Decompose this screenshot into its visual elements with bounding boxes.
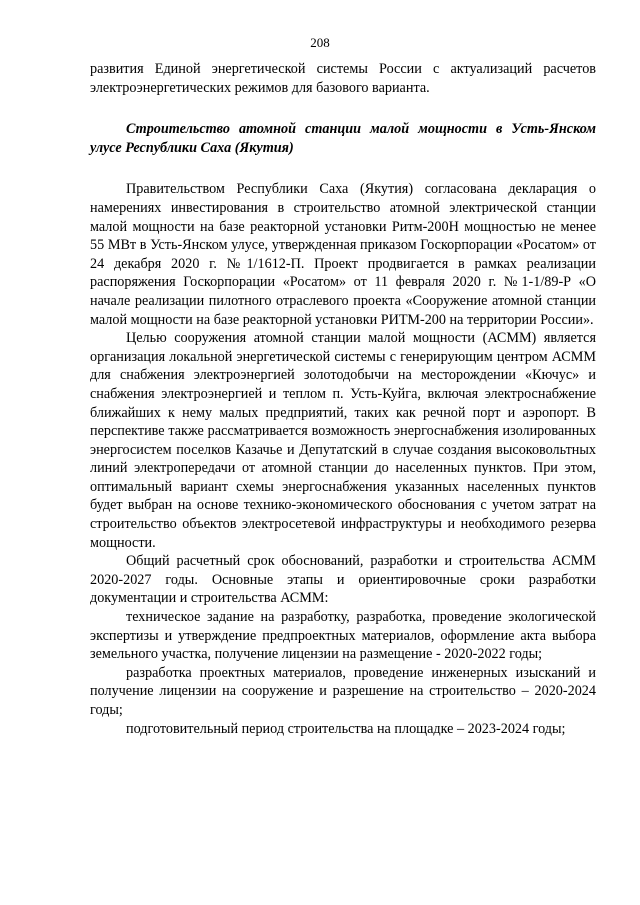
list-item-stage-1: техническое задание на разработку, разработка, проведение экологической экспертизы и утверждение предпроектных материалов, оформление акта выбора земельного участка, получение лицензии на размещение - 2020-2022 годы;	[90, 609, 596, 663]
paragraph-declaration: Правительством Республики Саха (Якутия) согласована декларация о намерениях инвестирования в строительство атомной электрической станции малой мощности на базе реакторной установки Ритм-200Н мощностью не менее 55 МВт в Усть-Янском улусе, утвержденная приказом Госкорпорации «Росатом» от 24 декабря 2020 г. №1/1612-П. Проект продвигается в рамках реализации распоряжения Госкорпорации «Росатом» от 11 февраля 2020 г. №1-1/89-Р «О начале реализации пилотного отраслевого проекта «Сооружение атомной станции малой мощности на базе реакторной установки РИТМ-200 на территории России».	[90, 181, 596, 328]
list-item-stage-2: разработка проектных материалов, проведение инженерных изысканий и получение лицензии на сооружение и разрешение на строительство – 2020-2024 годы;	[90, 664, 596, 718]
page-number: 208	[310, 35, 330, 50]
list-item-stage-3: подготовительный период строительства на площадке – 2023-2024 годы;	[126, 720, 566, 737]
document-body	[90, 60, 596, 738]
paragraph-continuation: развития Единой энергетической системы России с актуализаций расчетов электроэнергетических режимов для базового варианта.	[90, 61, 596, 96]
section-heading: Строительство атомной станции малой мощности в Усть-Янском улусе Республики Саха (Якутия)	[90, 121, 596, 156]
paragraph-timeline: Общий расчетный срок обоснований, разработки и строительства АСММ 2020-2027 годы. Основные этапы и ориентировочные сроки разработки документации и строительства АСММ:	[90, 553, 596, 607]
paragraph-purpose: Целью сооружения атомной станции малой мощности (АСММ) является организация локальной энергетической системы с генерирующим центром АСММ для снабжения электроэнергией золотодобычи на месторождении «Кючус» и снабжения электроэнергией и теплом п. Усть-Куйга, включая электроснабжение ближайших к нему малых предприятий, таких как речной порт и аэропорт. В перспективе также рассматривается возможность энергоснабжения изолированных энергосистем поселков Казачье и Депутатский в случае создания высоковольтных линий электропередачи от атомной станции до населенных пунктов. При этом, оптимальный вариант схемы энергоснабжения указанных населенных пунктов будет выбран на основе технико-экономического обоснования с учетом затрат на строительство объектов электросетевой инфраструктуры и необходимого резерва мощности.	[90, 330, 596, 551]
